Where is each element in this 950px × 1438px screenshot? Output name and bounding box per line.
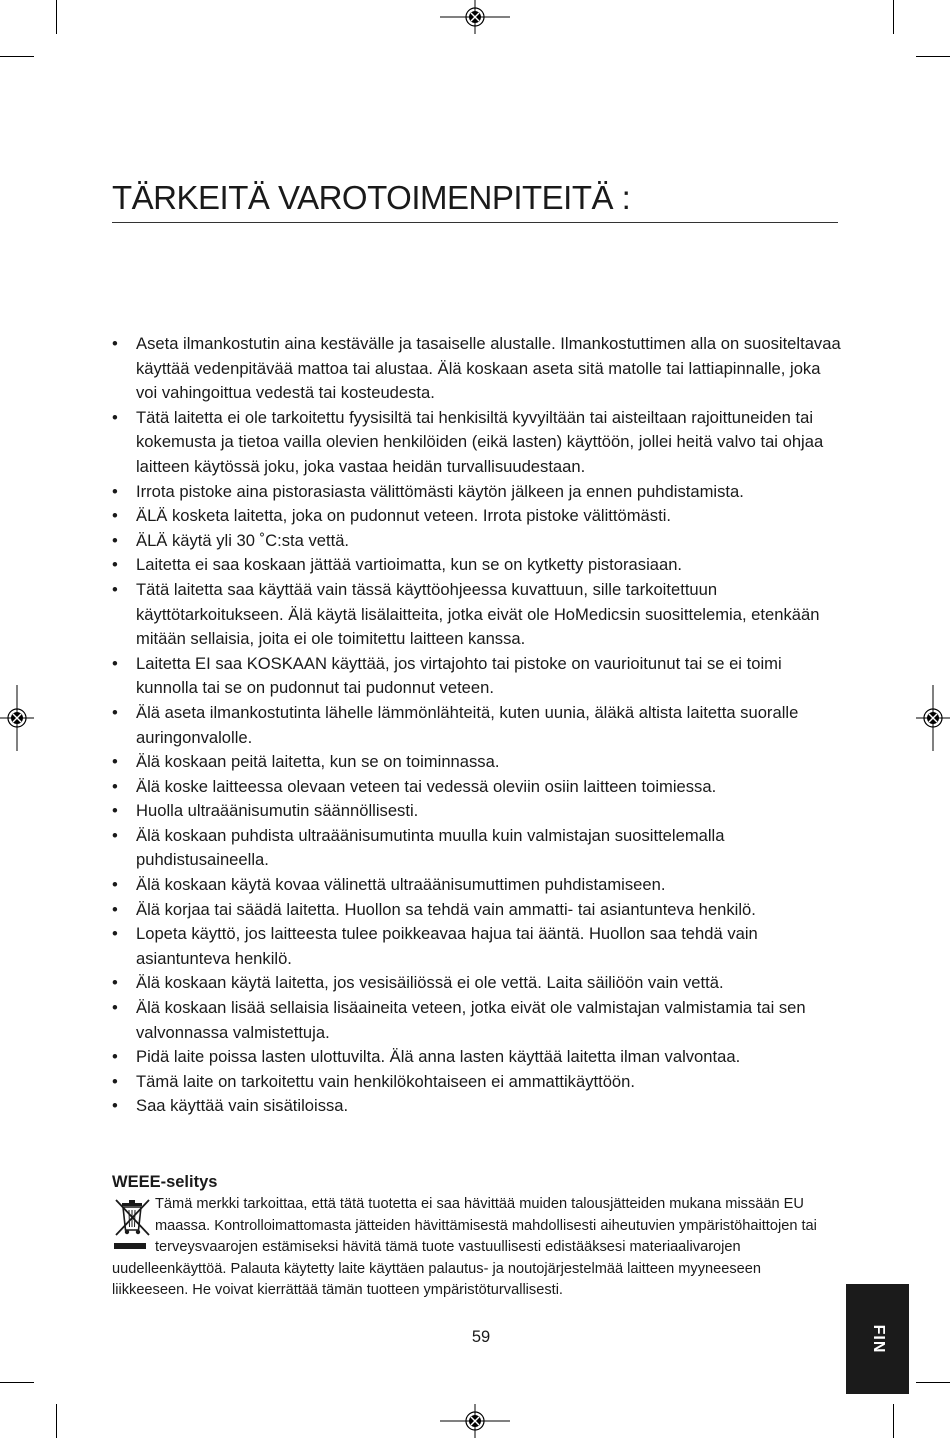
registration-mark-icon [0, 685, 34, 751]
safety-list [112, 332, 842, 1119]
list-item-text: Älä koske laitteessa olevaan veteen tai vedessä oleviin osiin laitteen toimiessa. [136, 776, 717, 796]
list-item [112, 775, 842, 800]
bullet: • [112, 653, 118, 673]
list-item [112, 1070, 842, 1095]
crop-mark [56, 1404, 57, 1438]
bullet: • [112, 776, 118, 796]
registration-mark-icon [916, 685, 950, 751]
list-item-text: Laitetta EI saa KOSKAAN käyttää, jos virtajohto tai pistoke on vaurioitunut tai se ei toimi kunnolla tai se on pudonnut tai pudonnut veteen. [136, 653, 782, 698]
crop-mark [916, 1382, 950, 1383]
list-item-text: Älä koskaan käytä laitetta, jos vesisäiliössä ei ole vettä. Laita säiliöön vain vettä. [136, 973, 724, 993]
list-item-text: Älä korjaa tai säädä laitetta. Huollon sa tehdä vain ammatti- tai asiantunteva henkilö. [136, 899, 756, 919]
list-item [112, 578, 842, 652]
bullet: • [112, 875, 118, 895]
bullet: • [112, 334, 118, 353]
list-item [112, 873, 842, 898]
list-item-text: Älä koskaan käytä kovaa välinettä ultraäänisumuttimen puhdistamiseen. [136, 875, 666, 895]
list-item-text: Aseta ilmankostutin aina kestävälle ja tasaiselle alustalle. Ilmankostuttimen alla on suositeltavaa käyttää vedenpitävää mattoa tai alustaa. Älä koskaan aseta sitä matolle tai lattiapinnalle, joka voi vahingoittua vedestä tai kosteudesta. [136, 334, 841, 403]
list-item-text: Laitetta ei saa koskaan jättää vartioimatta, kun se on kytketty pistorasiaan. [136, 555, 683, 575]
bullet: • [112, 506, 118, 526]
list-item [112, 1045, 842, 1070]
bullet: • [112, 752, 118, 772]
bullet: • [112, 1096, 118, 1116]
registration-mark-icon [440, 0, 510, 34]
bullet: • [112, 899, 118, 919]
registration-mark-icon [440, 1404, 510, 1438]
bullet: • [112, 825, 118, 845]
crop-mark [0, 56, 34, 57]
list-item-text: Tätä laitetta saa käyttää vain tässä käyttöohjeessa kuvattuun, sille tarkoitettuun käyttötarkoitukseen. Älä käytä lisälaitteita, jotka eivät ole HoMedicsin suosittelemia, etenkään mitään sellaisia, joita ei ole toimitettu laitteen kanssa. [136, 579, 820, 649]
bullet: • [112, 801, 118, 821]
bullet: • [112, 530, 118, 550]
bullet: • [112, 1071, 118, 1091]
bullet: • [112, 579, 118, 599]
list-item [112, 652, 842, 701]
list-item-text: Pidä laite poissa lasten ulottuvilta. Älä anna lasten käyttää laitetta ilman valvontaa. [136, 1047, 741, 1067]
bullet: • [112, 1047, 118, 1067]
bullet: • [112, 924, 118, 944]
list-item [112, 996, 842, 1045]
list-item [112, 332, 842, 406]
page-number: 59 [471, 1328, 491, 1346]
crop-mark [56, 0, 57, 34]
bullet: • [112, 702, 118, 722]
weee-heading: WEEE-selitys [112, 1173, 218, 1191]
list-item-text: Huolla ultraäänisumutin säännöllisesti. [136, 801, 419, 821]
list-item [112, 406, 842, 480]
list-item-text: Älä aseta ilmankostutinta lähelle lämmönlähteitä, kuten uunia, äläkä altista laitetta suoralle auringonvalolle. [136, 702, 799, 747]
list-item-text: Älä koskaan puhdista ultraäänisumutinta muulla kuin valmistajan suosittelemalla puhdistusaineella. [136, 825, 725, 870]
list-item [112, 504, 842, 529]
bullet: • [112, 481, 118, 501]
bullet: • [112, 407, 118, 427]
list-item [112, 799, 842, 824]
list-item-text: Älä koskaan lisää sellaisia lisäaineita veteen, jotka eivät ole valmistajan valmistamia tai sen valvonnassa valmistettuja. [136, 998, 806, 1042]
list-item-text: Tämä laite on tarkoitettu vain henkilökohtaiseen ei ammattikäyttöön. [136, 1071, 636, 1091]
list-item [112, 553, 842, 578]
list-item [112, 971, 842, 996]
list-item [112, 480, 842, 505]
list-item [112, 898, 842, 923]
page-title: TÄRKEITÄ VAROTOIMENPITEITÄ : [112, 179, 631, 216]
list-item [112, 750, 842, 775]
weee-text: Tämä merkki tarkoittaa, että tätä tuotetta ei saa hävittää muiden talousjätteiden mukana missään EU maassa. Kontrolloimattomasta jätteiden hävittämisestä mahdollisesti aiheutuvien ympäristöhaittojen tai terveysvaarojen estämiseksi hävitä tämä tuote vastuullisesti edistääksesi materiaalivarojen uudelleenkäyttöä. Palauta käytetty laite käyttäen palautus- ja noutojärjestelmää laitteen myyneeseen liikkeeseen. He voivat kierrättää tämän tuotteen ympäristöturvallisesti. [112, 1196, 817, 1299]
list-item [112, 701, 842, 750]
title-divider [112, 222, 838, 223]
crossed-out-bin-icon [112, 1194, 154, 1252]
weee-section [112, 1194, 832, 1302]
language-tab [846, 1284, 909, 1394]
list-item [112, 1094, 842, 1119]
crop-mark [893, 1404, 894, 1438]
list-item-text: ÄLÄ käytä yli 30 ˚C:sta vettä. [136, 530, 350, 550]
list-item-text: Saa käyttää vain sisätiloissa. [136, 1096, 349, 1116]
language-tab-label: FIN [869, 1324, 887, 1354]
list-item [112, 824, 842, 873]
list-item-text: Lopeta käyttö, jos laitteesta tulee poikkeavaa hajua tai ääntä. Huollon saa tehdä vain asiantunteva henkilö. [136, 924, 758, 968]
list-item-text: Tätä laitetta ei ole tarkoitettu fyysisiltä tai henkisiltä kyvyiltään tai aisteiltaan rajoittuneiden tai kokemusta ja tietoa vailla olevien henkilöiden (eikä lasten) käyttöön, jollei heitä valvo tai ohjaa laitteen käytössä joku, joka vastaa heidän turvallisuudestaan. [136, 407, 824, 476]
crop-mark [893, 0, 894, 34]
bullet: • [112, 555, 118, 575]
list-item-text: Irrota pistoke aina pistorasiasta välittömästi käytön jälkeen ja ennen puhdistamista. [136, 481, 744, 501]
list-item-text: ÄLÄ kosketa laitetta, joka on pudonnut veteen. Irrota pistoke välittömästi. [136, 506, 671, 526]
bullet: • [112, 973, 118, 993]
list-item-text: Älä koskaan peitä laitetta, kun se on toiminnassa. [136, 752, 500, 772]
crop-mark [916, 56, 950, 57]
crop-mark [0, 1382, 34, 1383]
list-item [112, 922, 842, 971]
bullet: • [112, 998, 118, 1018]
list-item [112, 529, 842, 554]
